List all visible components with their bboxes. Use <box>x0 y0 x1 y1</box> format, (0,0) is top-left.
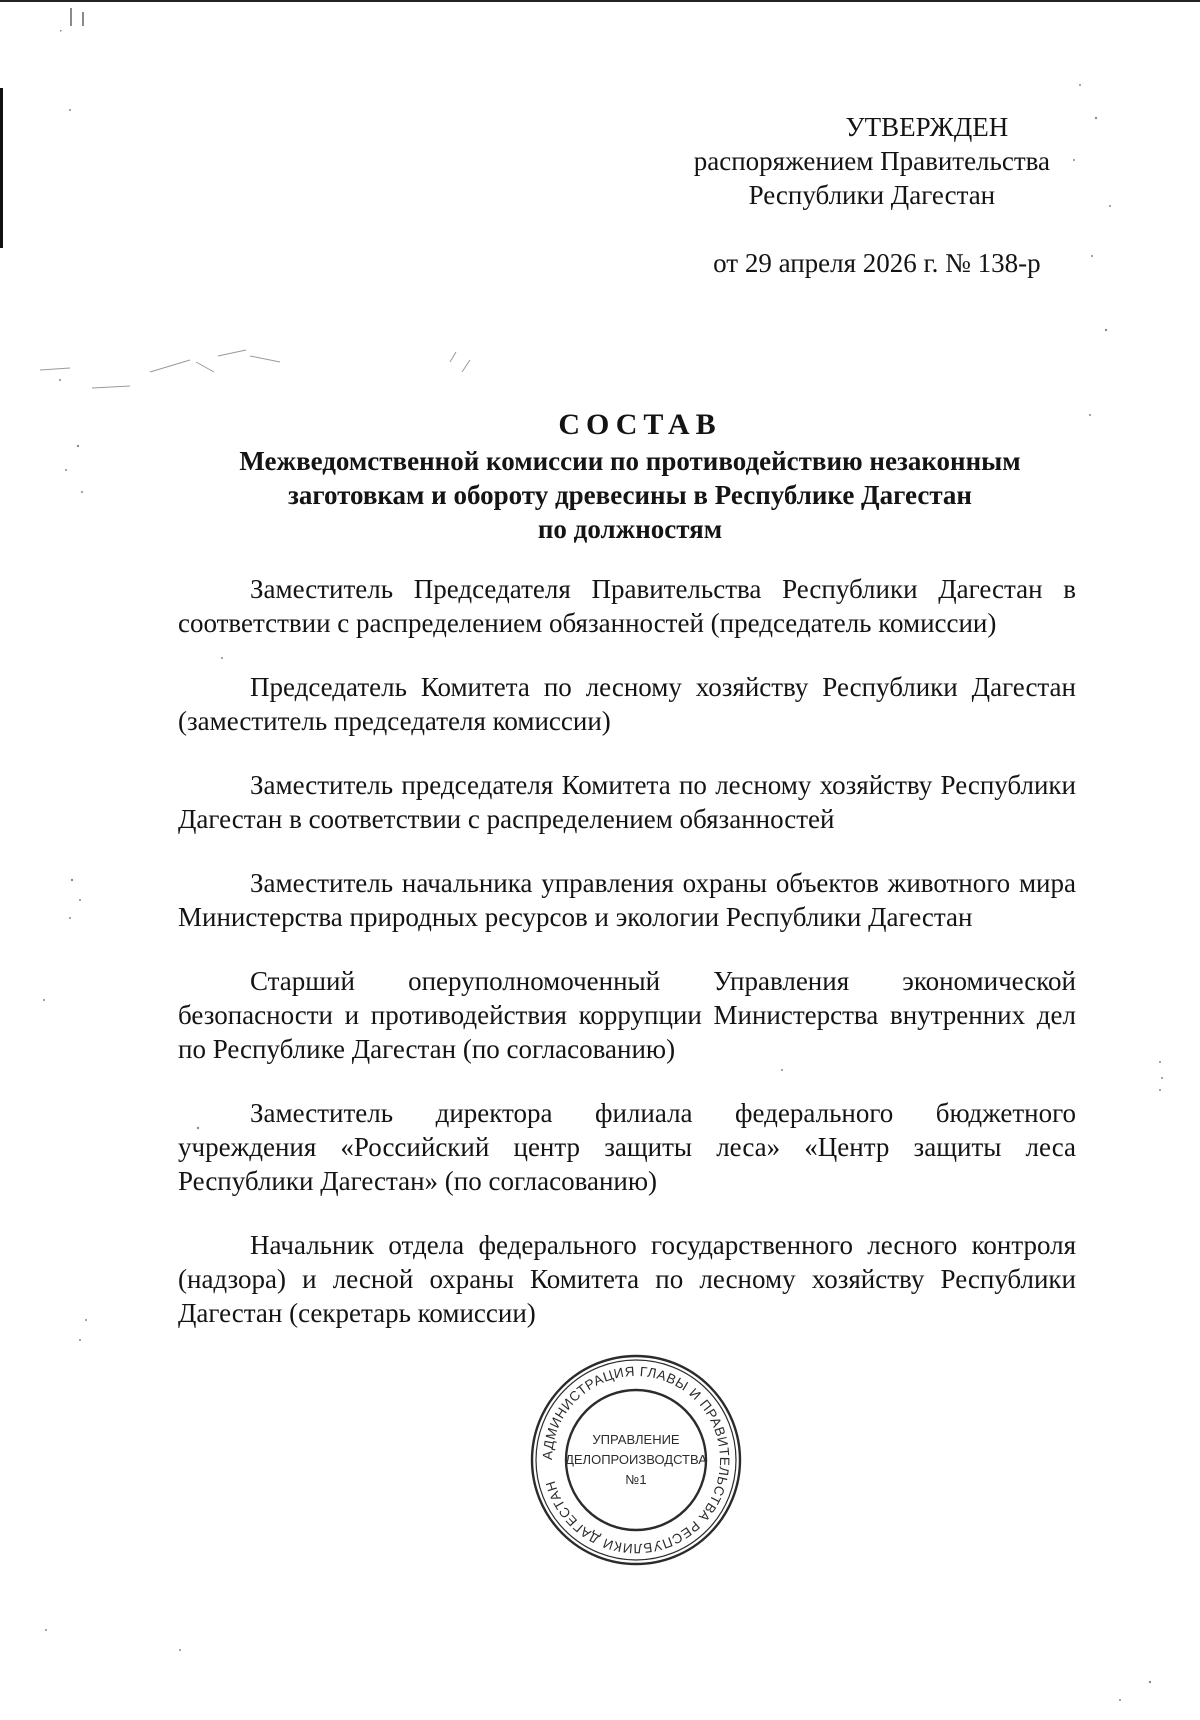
approval-heading: УТВЕРЖДЕН <box>845 112 1009 142</box>
stamp-center-line-2: ДЕЛОПРОИЗВОДСТВА <box>565 1452 707 1467</box>
stamp-center-line-3: №1 <box>625 1472 647 1487</box>
scan-edge-top <box>0 0 1200 2</box>
list-item: Председатель Комитета по лесному хозяйству Республики Дагестан (заместитель председателя комиссии) <box>178 672 1076 736</box>
approval-block <box>694 110 1050 280</box>
list-item: Заместитель председателя Комитета по лесному хозяйству Республики Дагестан в соответствии с распределением обязанностей <box>178 770 1076 834</box>
list-item: Заместитель начальника управления охраны объектов животного мира Министерства природных ресурсов и экологии Республики Дагестан <box>178 868 1076 932</box>
approval-date: от 29 апреля 2026 г. № 138-р <box>713 248 1041 278</box>
title-line-2: заготовкам и обороту древесины в Республике Дагестан <box>288 480 972 510</box>
composition-list <box>178 572 1076 1360</box>
title-line-1: Межведомственной комиссии по противодействию незаконным <box>239 446 1021 476</box>
title-main: СОСТАВ <box>558 408 722 441</box>
list-item: Начальник отдела федерального государственного лесного контроля (надзора) и лесной охраны Комитета по лесному хозяйству Республики Дагестан (секретарь комиссии) <box>178 1230 1076 1328</box>
scan-edge-left <box>0 88 3 248</box>
list-item: Заместитель Председателя Правительства Республики Дагестан в соответствии с распределением обязанностей (председатель комиссии) <box>178 574 1076 638</box>
list-item: Заместитель директора филиала федерального бюджетного учреждения «Российский центр защиты леса» «Центр защиты леса Республики Дагестан» (по согласованию) <box>178 1098 1076 1196</box>
list-item: Старший оперуполномоченный Управления экономической безопасности и противодействия коррупции Министерства внутренних дел по Республике Дагестан (по согласованию) <box>178 966 1076 1064</box>
stamp-center-line-1: УПРАВЛЕНИЕ <box>592 1432 680 1447</box>
approval-issuer: распоряжением Правительства <box>693 146 1050 176</box>
approval-region: Республики Дагестан <box>748 180 996 210</box>
stamp-ring-textpath: АДМИНИСТРАЦИЯ ГЛАВЫ И ПРАВИТЕЛЬСТВА РЕСПУБЛИКИ ДАГЕСТАН <box>539 1363 733 1557</box>
title-line-3: по должностям <box>537 514 723 544</box>
official-stamp <box>528 1352 744 1568</box>
document-title <box>180 406 1080 546</box>
